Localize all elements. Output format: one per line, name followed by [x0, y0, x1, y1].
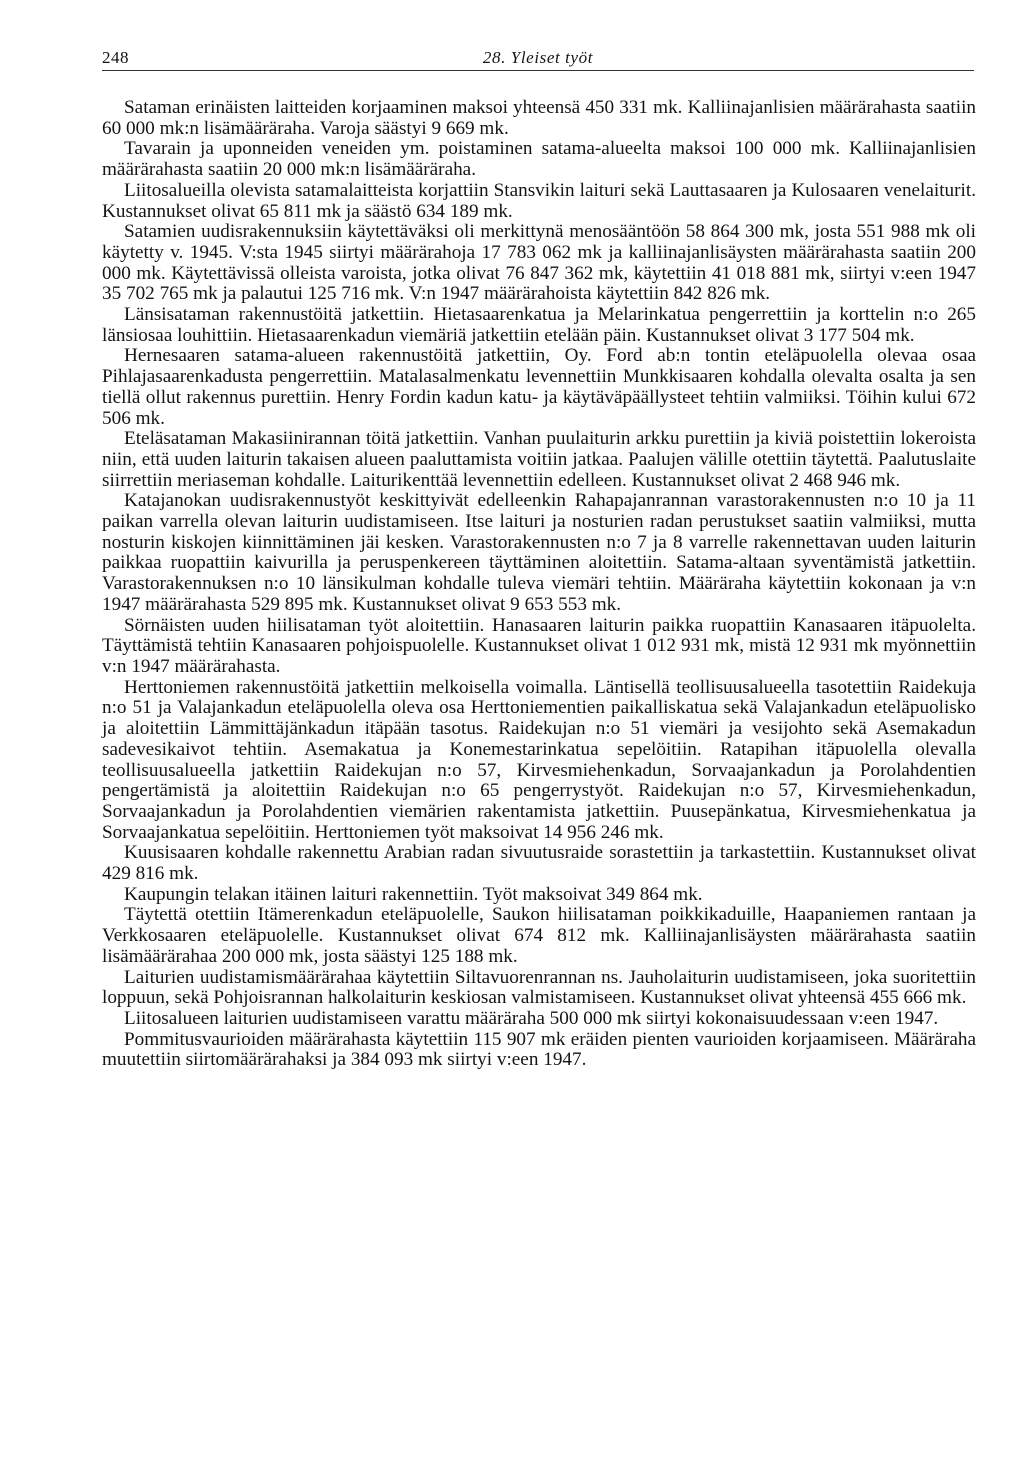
paragraph: Hernesaaren satama-alueen rakennustöitä jatkettiin, Oy. Ford ab:n tontin eteläpuolella olevaa osaa Pihlajasaarenkadusta pengerrettiin. Matalasalmenkatu levennettiin Munkkisaaren kohdalla olevalta osalta ja sen tiellä ollut rakennus purettiin. Henry Fordin kadun katu- ja käytäväpäällysteet tehtiin valmiiksi. Töihin kului 672 506 mk.	[102, 345, 976, 429]
paragraph: Eteläsataman Makasiinirannan töitä jatkettiin. Vanhan puulaiturin arkku purettiin ja kiviä poistettiin lokeroista niin, että uuden laiturin takaisen alueen paaluttamista voitiin jatkaa. Paalujen välille otettiin täytettä. Paalutuslaite siirrettiin meriaseman kohdalle. Laiturikenttää levennettiin edelleen. Kustannukset olivat 2 468 946 mk.	[102, 428, 976, 491]
page-header	[102, 30, 974, 70]
paragraph: Länsisataman rakennustöitä jatkettiin. Hietasaarenkatua ja Melarinkatua pengerrettiin ja korttelin n:o 265 länsiosaa louhittiin. Hietasaarenkadun viemäriä jatkettiin etelään päin. Kustannukset olivat 3 177 504 mk.	[102, 304, 976, 346]
paragraph: Liitosalueen laiturien uudistamiseen varattu määräraha 500 000 mk siirtyi kokonaisuudessaan v:een 1947.	[124, 1007, 939, 1029]
paragraph: Kuusisaaren kohdalle rakennettu Arabian radan sivuutusraide sorastettiin ja tarkastettiin. Kustannukset olivat 429 816 mk.	[102, 842, 976, 885]
paragraph: Sörnäisten uuden hiilisataman työt aloitettiin. Hanasaaren laiturin paikka ruopattiin Kanasaaren itäpuolelta. Täyttämistä tehtiin Kanasaaren pohjoispuolelle. Kustannukset olivat 1 012 931 mk, mistä 12 931 mk myönnettiin v:n 1947 määrärahasta.	[102, 614, 976, 677]
page-number: 248	[102, 48, 129, 67]
paragraph: Sataman erinäisten laitteiden korjaaminen maksoi yhteensä 450 331 mk. Kalliinajanlisien määrärahasta saatiin 60 000 mk:n lisämääräraha. Varoja säästyi 9 669 mk.	[102, 97, 976, 139]
paragraph: Pommitusvaurioiden määrärahasta käytettiin 115 907 mk eräiden pienten vaurioiden korjaamiseen. Määräraha muutettiin siirtomäärärahaksi ja 384 093 mk siirtyi v:een 1947.	[102, 1028, 976, 1071]
paragraph: Laiturien uudistamismäärärahaa käytettiin Siltavuorenrannan ns. Jauholaiturin uudistamiseen, joka suoritettiin loppuun, sekä Pohjoisrannan halkolaiturin keskiosan valmistamiseen. Kustannukset olivat yhteensä 455 666 mk.	[102, 966, 976, 1009]
paragraph: Täytettä otettiin Itämerenkadun eteläpuolelle, Saukon hiilisataman poikkikaduille, Haapaniemen rantaan ja Verkkosaaren eteläpuolelle. Kustannukset olivat 674 812 mk. Kalliinajanlisäysten määrärahasta saatiin lisämäärärahaa 200 000 mk, josta säästyi 125 188 mk.	[102, 904, 976, 967]
body-text	[102, 98, 976, 1071]
paragraph: Katajanokan uudisrakennustyöt keskittyivät edelleenkin Rahapajanrannan varastorakennusten n:o 10 ja 11 paikan varrella olevan laiturin uudistamiseen. Itse laituri ja nosturien radan perustukset saatiin valmiiksi, mutta nosturin kiskojen kiinnittäminen jäi kesken. Varastorakennusten n:o 7 ja 8 varrelle rakennettavan uuden laiturin paikkaa ruopattiin kaivurilla ja peruspenkereen täyttäminen aloitettiin. Satama-altaan syventämistä jatkettiin. Varastorakennuksen n:o 10 länsikulman kohdalle tuleva viemäri tehtiin. Määräraha käytettiin kokonaan ja v:n 1947 määrärahasta 529 895 mk. Kustannukset olivat 9 653 553 mk.	[102, 490, 976, 615]
paragraph: Kaupungin telakan itäinen laituri rakennettiin. Työt maksoivat 349 864 mk.	[124, 883, 703, 905]
running-title: 28. Yleiset työt	[482, 48, 594, 67]
paragraph: Liitosalueilla olevista satamalaitteista korjattiin Stansvikin laituri sekä Lauttasaaren ja Kulosaaren venelaiturit. Kustannukset olivat 65 811 mk ja säästö 634 189 mk.	[102, 179, 976, 222]
header-rule	[102, 70, 974, 71]
paragraph: Tavarain ja uponneiden veneiden ym. poistaminen satama-alueelta maksoi 100 000 mk. Kalliinajanlisien määrärahasta saatiin 20 000 mk:n lisämääräraha.	[102, 138, 976, 181]
paragraph: Herttoniemen rakennustöitä jatkettiin melkoisella voimalla. Läntisellä teollisuusalueella tasotettiin Raidekuja n:o 51 ja Valajankadun eteläpuolella oleva osa Herttoniementien paikalliskatua sekä Valajankadun eteläpuolisko ja aloitettiin Lämmittäjänkadun itäpään tasotus. Raidekujan n:o 51 viemäri ja vesijohto sekä Asemakadun sadevesikaivot tehtiin. Asemakatua ja Konemestarinkatua sepelöitiin. Ratapihan itäpuolella olevalla teollisuusalueella jatkettiin Raidekujan n:o 57, Kirvesmiehenkadun, Sorvaajankadun ja Porolahdentien pengertämistä ja aloitettiin Raidekujan n:o 65 pengerrystyöt. Raidekujan n:o 57, Kirvesmiehenkadun, Sorvaajankadun ja Porolahdentien viemärien rakentamista jatkettiin. Puusepänkatua, Kirvesmiehenkatua ja Sorvaajankatua sepelöitiin. Herttoniemen työt maksoivat 14 956 246 mk.	[102, 676, 976, 843]
paragraph: Satamien uudisrakennuksiin käytettäväksi oli merkittynä menosääntöön 58 864 300 mk, josta 551 988 mk oli käytetty v. 1945. V:sta 1945 siirtyi määrärahoja 17 783 062 mk ja kalliinajanlisäysten määrärahasta saatiin 200 000 mk. Käytettävissä olleista varoista, jotka olivat 76 847 362 mk, käytettiin 41 018 881 mk, siirtyi v:een 1947 35 702 765 mk ja palautui 125 716 mk. V:n 1947 määrärahoista käytettiin 842 826 mk.	[102, 221, 976, 305]
